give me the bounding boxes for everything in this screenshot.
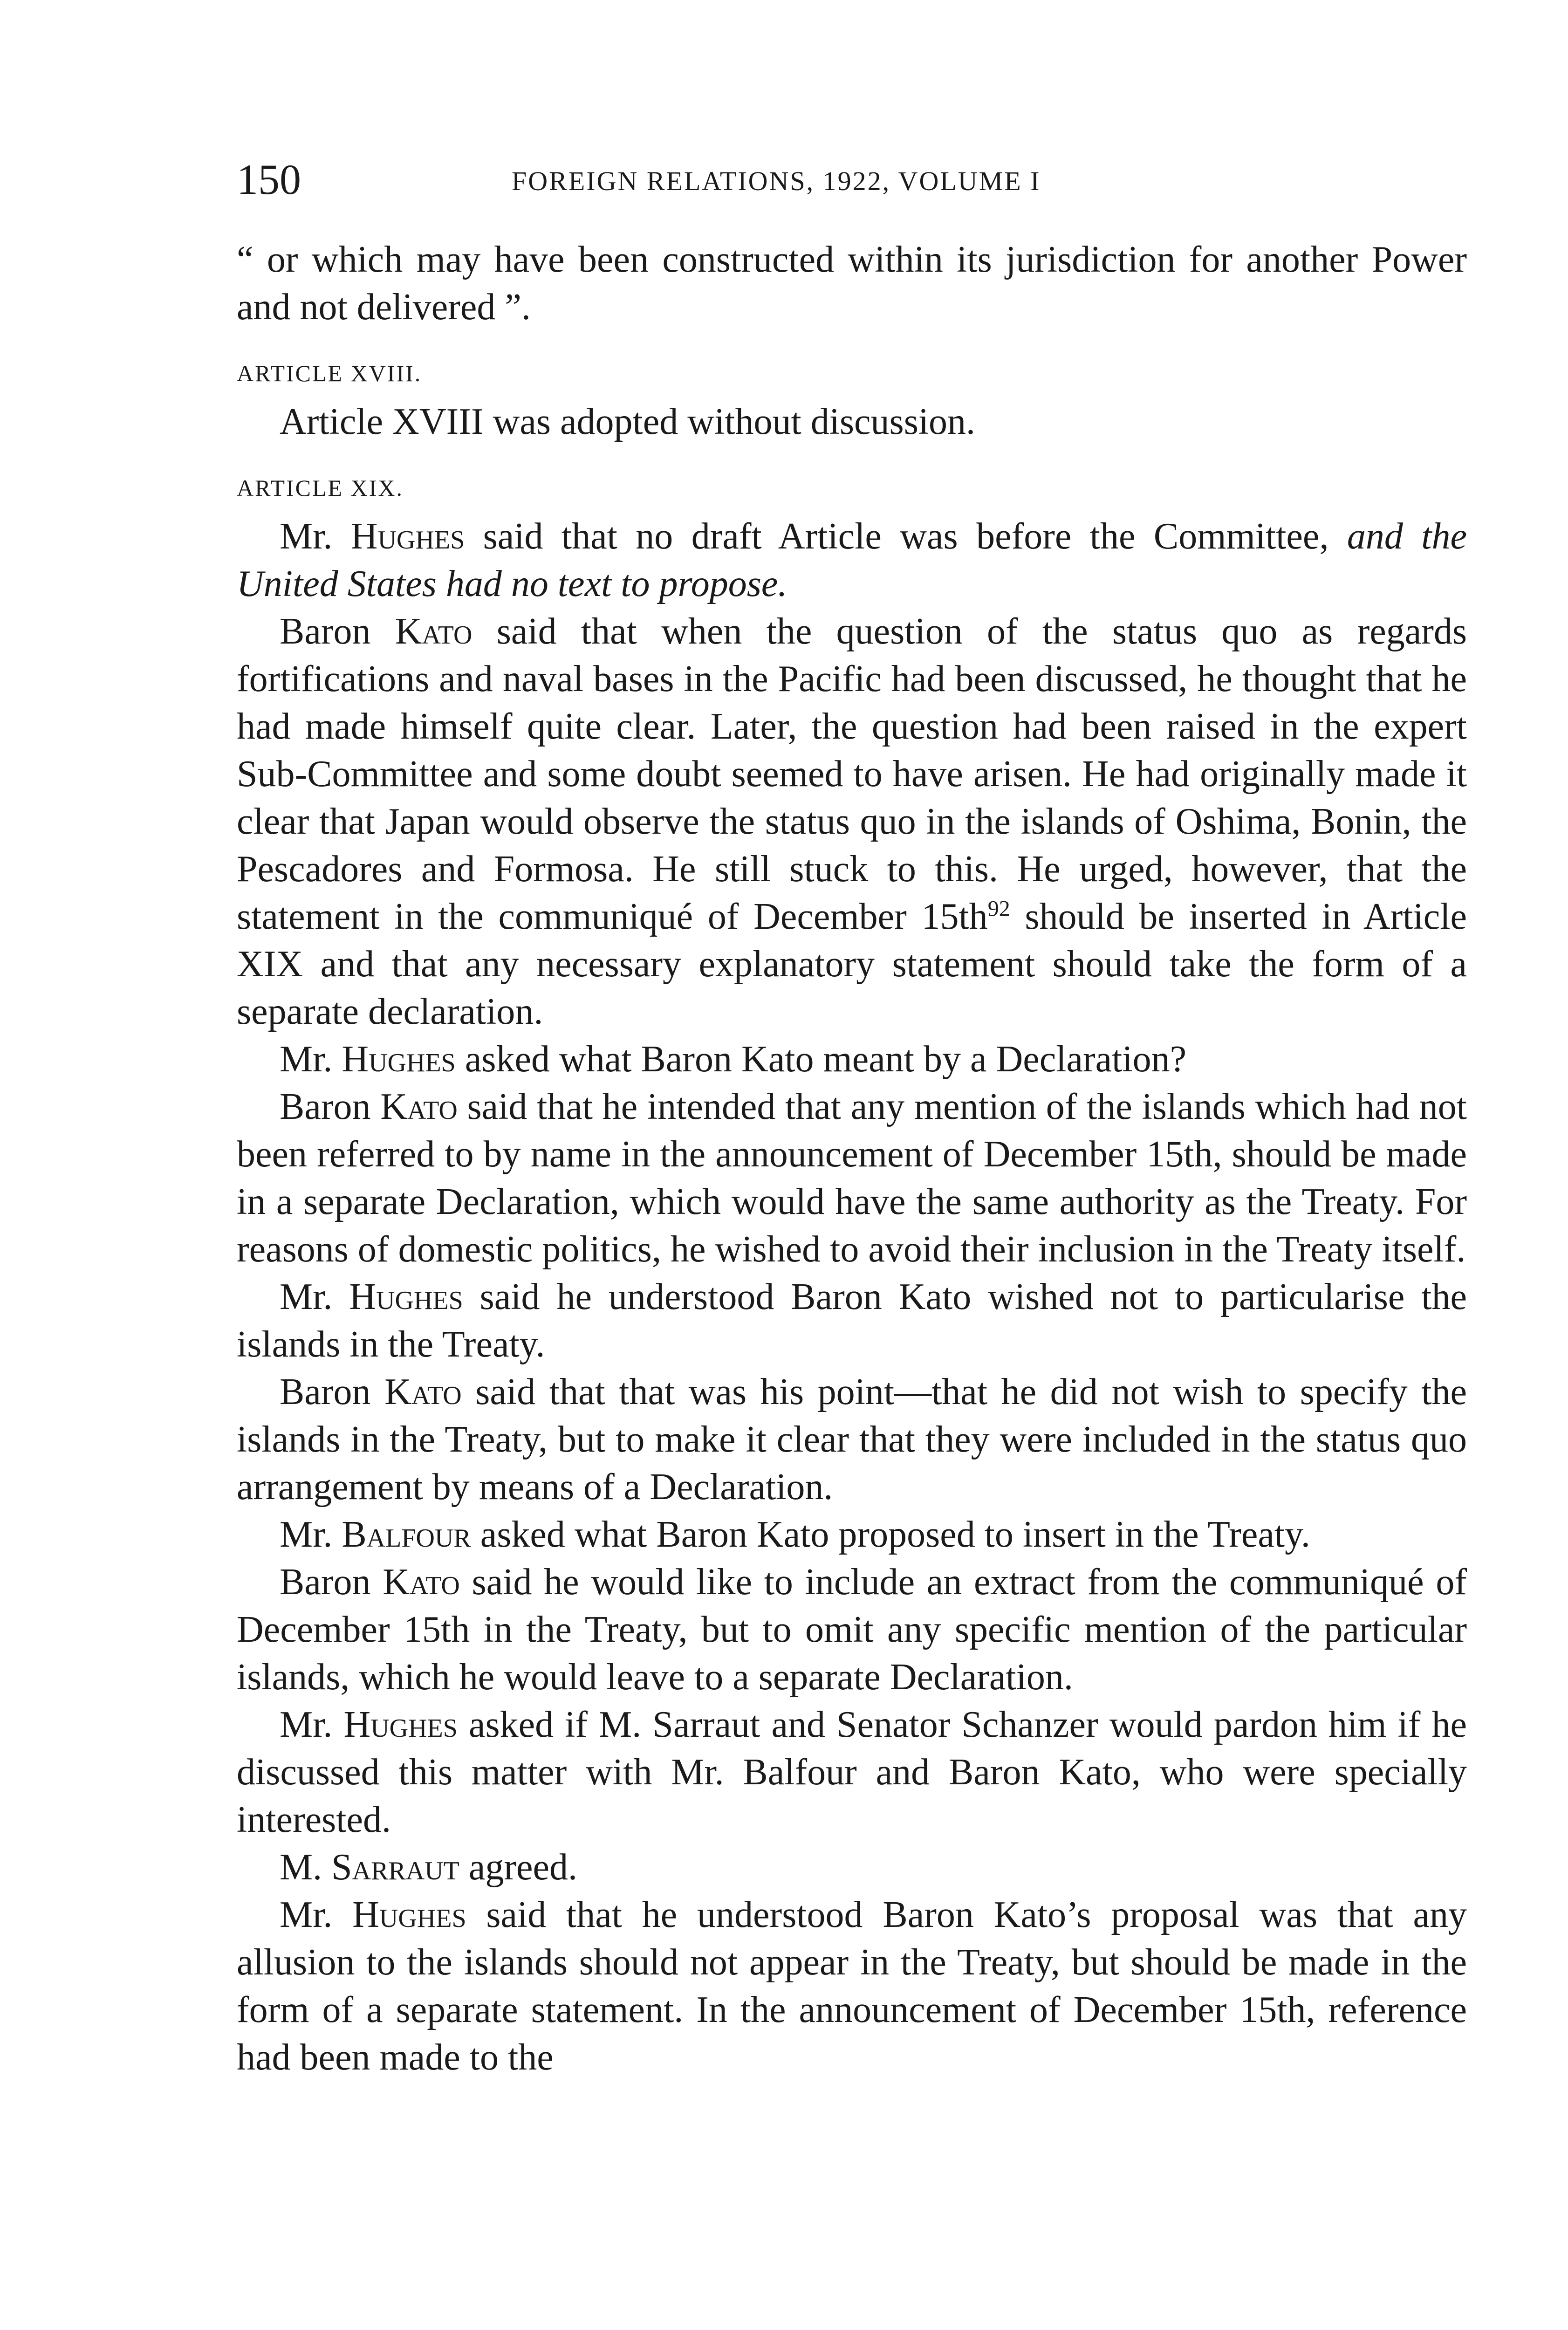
speaker-title: Baron [280,1562,383,1603]
speaker-name: Hughes [350,516,465,557]
article-xviii-heading: ARTICLE XVIII. [237,360,422,386]
paragraph-text: said he understood Baron Kato wished not to particularise the islands in the Treaty. [237,1276,1467,1365]
paragraph-hughes-2 [237,1035,1467,1083]
paragraph-text: said that when the question of the status quo as regards fortifications and naval bases in the Pacific had been discussed, he thought that he had made himself quite clear. Later, the question had been raised in the expert Sub-Committee and some doubt seemed to have arisen. He had originally made it clear that Japan would observe the status quo in the islands of Oshima, Bonin, the Pescadores and Formosa. He still stuck to this. He urged, however, that the statement in the communiqué of December 15th [237,611,1467,937]
speaker-name: Hughes [349,1276,463,1317]
paragraph-text: said that he intended that any mention of the islands which had not been referred to by name in the announcement of December 15th, should be made in a separate Declaration, which would have the same authority as the Treaty. For reasons of domestic politics, he wished to avoid their inclusion in the Treaty itself. [237,1086,1467,1270]
page-number: 150 [237,156,301,203]
speaker-title: Mr. [280,1276,349,1317]
paragraph-hughes-4 [237,1701,1467,1843]
speaker-name: Balfour [342,1514,471,1555]
paragraph-text: asked if M. Sarraut and Senator Schanzer would pardon him if he discussed this matter with Mr. Balfour and Baron Kato, who were specially interested. [237,1704,1467,1840]
paragraph-text: said that he understood Baron Kato’s proposal was that any allusion to the islands should not appear in the Treaty, but should be made in the form of a separate statement. In the announcement of December 15th, reference had been made to the [237,1894,1467,2078]
speaker-name: Kato [395,611,472,652]
paragraph-text: agreed. [459,1847,578,1888]
speaker-title: Baron [280,1086,381,1127]
speaker-title: Mr. [280,1704,344,1745]
paragraph-hughes-3 [237,1273,1467,1368]
paragraph-balfour-1 [237,1511,1467,1558]
article-xix-heading: ARTICLE XIX. [237,475,404,501]
footnote-reference: 92 [987,896,1010,921]
paragraph-sarraut-1 [237,1843,1467,1891]
speaker-name: Kato [384,1371,462,1412]
paragraph-kato-1 [237,608,1467,1035]
running-title: FOREIGN RELATIONS, 1922, VOLUME I [512,166,1041,196]
paragraph-continuation: “ or which may have been constructed within its jurisdiction for another Power and not delivered ”. [237,239,1467,328]
running-header [237,154,1467,205]
body-text [237,236,1467,2081]
paragraph-hughes-1 [237,513,1467,608]
speaker-name: Kato [380,1086,458,1127]
paragraph-kato-2 [237,1083,1467,1273]
paragraph-italic-text: and the United States had no text to propose. [237,516,1467,604]
speaker-title: Baron [280,611,395,652]
paragraph-kato-3 [237,1368,1467,1511]
speaker-title: Baron [280,1371,385,1412]
paragraph-text: said that no draft Article was before the Committee, [465,516,1347,557]
speaker-name: Sarraut [331,1847,459,1888]
paragraph-hughes-5 [237,1891,1467,2081]
speaker-title: Mr. [280,1514,342,1555]
speaker-title: Mr. [280,516,351,557]
speaker-name: Hughes [342,1039,456,1080]
paragraph-text: said that that was his point—that he did not wish to specify the islands in the Treaty, but to make it clear that they were included in the status quo arrangement by means of a Declaration. [237,1371,1467,1508]
paragraph-text: should be inserted in Article XIX and that any necessary explanatory statement should take the form of a separate declaration. [237,896,1467,1032]
paragraph-text: asked what Baron Kato meant by a Declaration? [455,1039,1187,1080]
paragraph-kato-4 [237,1558,1467,1701]
speaker-title: M. [280,1847,332,1888]
speaker-title: Mr. [280,1039,342,1080]
article-xviii-text: Article XVIII was adopted without discussion. [280,401,976,442]
speaker-name: Hughes [352,1894,466,1935]
paragraph-text: said he would like to include an extract from the communiqué of December 15th in the Treaty, but to omit any specific mention of the particular islands, which he would leave to a separate Declaration. [237,1562,1467,1698]
speaker-title: Mr. [280,1894,353,1935]
speaker-name: Hughes [343,1704,458,1745]
speaker-name: Kato [383,1562,460,1603]
paragraph-text: asked what Baron Kato proposed to insert in the Treaty. [471,1514,1310,1555]
